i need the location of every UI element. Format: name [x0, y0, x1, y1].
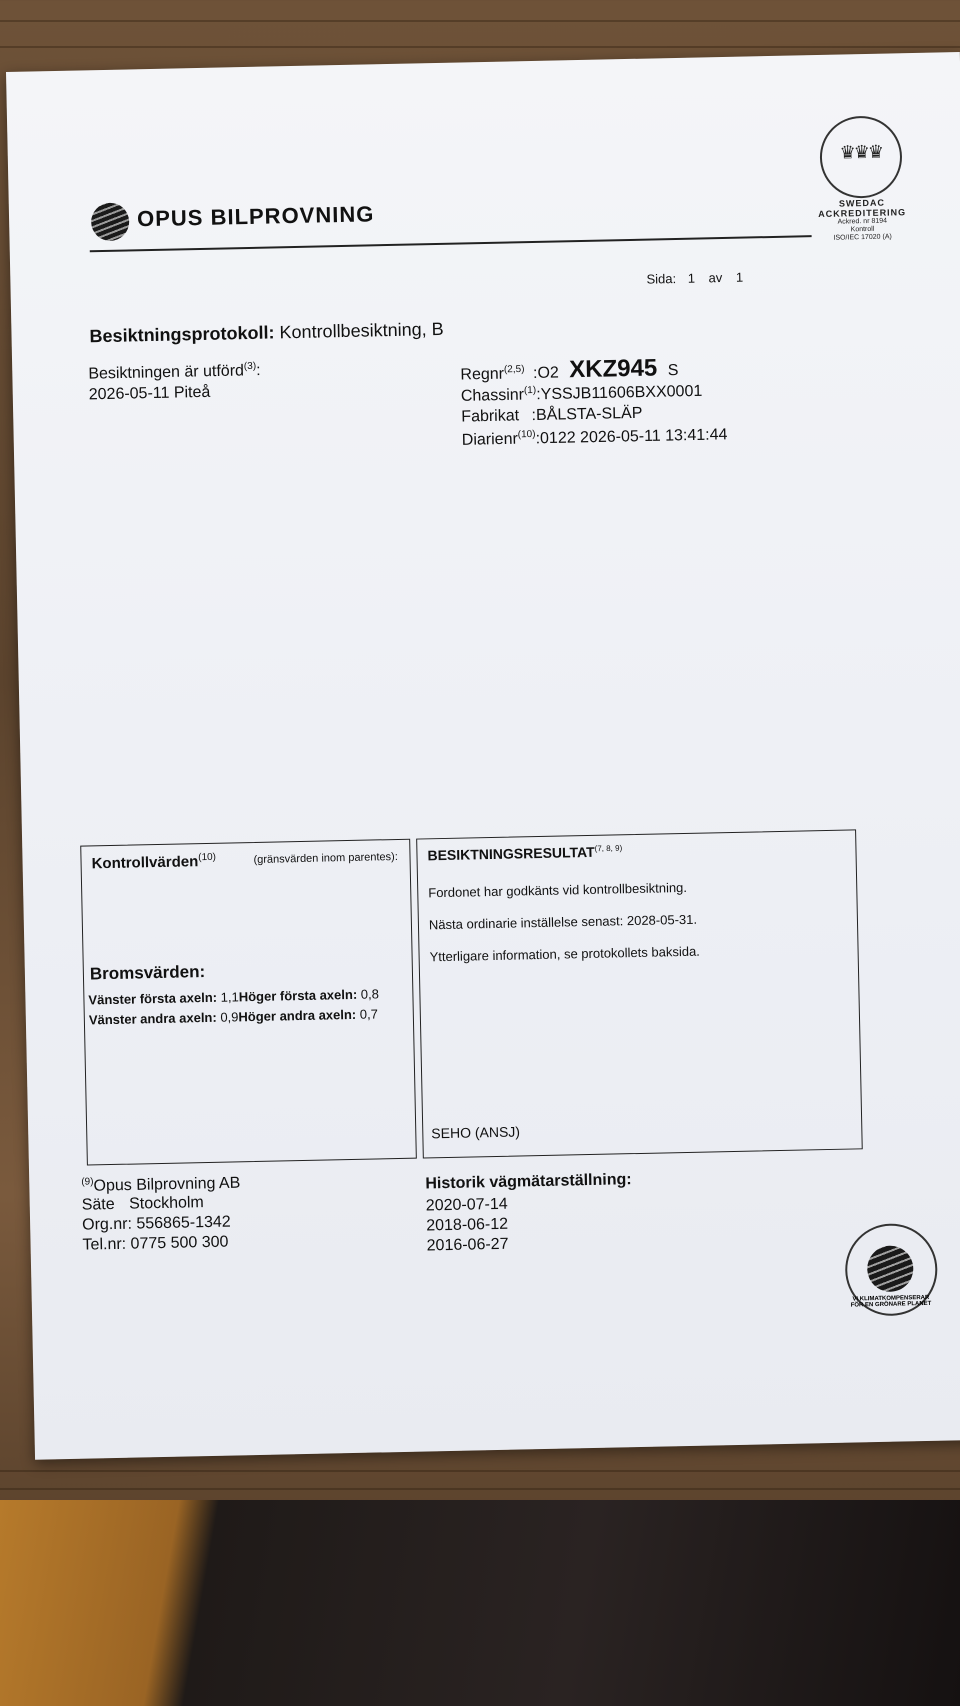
result-title — [427, 843, 622, 863]
fabrikat-label: Fabrikat — [461, 407, 520, 426]
footer-seat-value: Stockholm — [128, 1194, 204, 1213]
history-title: Historik vägmätarställning: — [425, 1171, 632, 1193]
row2-left-label: Vänster andra axeln: — [88, 1009, 217, 1028]
regnr-suffix: S — [667, 361, 679, 380]
footer-telnr: Tel.nr: 0775 500 300 — [82, 1233, 229, 1254]
result-line-approved: Fordonet har godkänts vid kontrollbesiktning. — [428, 879, 688, 901]
swedac-seal — [811, 115, 912, 243]
brake-row-first-axle — [88, 986, 379, 1007]
result-title-sup: (7, 8, 9) — [594, 843, 623, 854]
control-values-box — [80, 839, 417, 1166]
row1-right-label: Höger första axeln: — [238, 986, 358, 1005]
page-of: av — [708, 270, 723, 286]
inspection-document — [6, 52, 960, 1460]
diarienr-label: Diarienr — [461, 430, 518, 449]
chassinr-row — [461, 381, 703, 405]
inspection-performed — [88, 361, 261, 384]
performed-colon: : — [256, 362, 261, 380]
history-date: 2020-07-14 — [425, 1195, 508, 1215]
performed-value: 2026-05-11 Piteå — [88, 383, 211, 404]
footer-company-name: Opus Bilprovning AB — [93, 1174, 241, 1195]
control-values-title-text: Kontrollvärden — [91, 853, 199, 873]
background-fabric — [0, 1500, 960, 1706]
regnr-prefix: :O2 — [532, 364, 559, 383]
page-indicator — [646, 270, 743, 287]
result-line-next-inspection: Nästa ordinarie inställelse senast: 2028-05-31. — [428, 911, 698, 933]
diarienr-sup: (10) — [517, 428, 536, 441]
inspector-code: SEHO (ANSJ) — [431, 1123, 521, 1142]
fabrikat-value: :BÅLSTA-SLÄP — [531, 404, 643, 425]
performed-sup: (3) — [243, 360, 257, 373]
page-label: Sida: — [646, 271, 677, 287]
control-values-sup: (10) — [198, 851, 217, 864]
climate-badge-text: VI KLIMATKOMPENSERAR FÖR EN GRÖNARE PLANET — [850, 1294, 932, 1309]
protocol-title — [89, 319, 443, 347]
row2-right-value: 0,7 — [359, 1006, 379, 1022]
chassinr-value: :YSSJB11606BXX0001 — [536, 382, 703, 404]
header-rule — [90, 235, 812, 252]
climate-badge — [844, 1223, 936, 1315]
seal-ackred: Ackred. nr 8194 — [837, 217, 888, 226]
row2-left-value: 0,9 — [220, 1009, 239, 1025]
diarienr-value: :0122 2026-05-11 13:41:44 — [535, 426, 728, 448]
row1-left-label: Vänster första axeln: — [88, 989, 218, 1008]
swedac-seal-icon — [819, 115, 903, 199]
control-values-title — [91, 852, 216, 873]
seal-standard: ISO/IEC 17020 (A) — [833, 233, 892, 242]
footer-company — [81, 1173, 240, 1196]
control-values-note: (gränsvärden inom parentes): — [253, 850, 398, 866]
protocol-title-value: Kontrollbesiktning, B — [279, 318, 444, 343]
seal-ring-text: SWEDAC ACKREDITERING — [818, 197, 907, 220]
brakes-title: Bromsvärden: — [89, 962, 206, 984]
regnr-value: XKZ945 — [568, 354, 658, 384]
performed-label: Besiktningen är utförd — [88, 362, 245, 383]
result-title-text: BESIKTNINGSRESULTAT — [427, 843, 595, 864]
row2-right-label: Höger andra axeln: — [238, 1006, 357, 1025]
history-date: 2016-06-27 — [426, 1235, 509, 1255]
regnr-sup: (2,5) — [503, 363, 525, 376]
row1-right-value: 0,8 — [360, 986, 380, 1002]
regnr-label: Regnr — [460, 365, 505, 384]
history-date: 2018-06-12 — [426, 1215, 509, 1235]
footer-orgnr: Org.nr: 556865-1342 — [81, 1213, 231, 1234]
protocol-title-label: Besiktningsprotokoll: — [89, 322, 275, 347]
inspection-result-box — [416, 829, 863, 1158]
company-name: OPUS BILPROVNING — [136, 201, 375, 232]
footer-sup: (9) — [81, 1176, 94, 1188]
page-current: 1 — [687, 270, 696, 286]
seal-kontroll: Kontroll — [850, 225, 875, 234]
chassinr-label: Chassinr — [460, 386, 525, 405]
opus-logo-icon — [91, 202, 130, 241]
footer-seat-label: Säte — [81, 1195, 115, 1214]
chassinr-sup: (1) — [523, 384, 537, 397]
footer-seat — [82, 1194, 204, 1215]
page-total: 1 — [735, 269, 744, 285]
result-line-more-info: Ytterligare information, se protokollets baksida. — [429, 943, 700, 965]
fabrikat-row — [461, 405, 642, 427]
diarienr-row — [462, 425, 728, 450]
row1-left-value: 1,1 — [220, 989, 239, 1005]
brake-row-second-axle — [89, 1006, 378, 1027]
three-crowns-icon: ♛♛♛ — [839, 141, 883, 163]
